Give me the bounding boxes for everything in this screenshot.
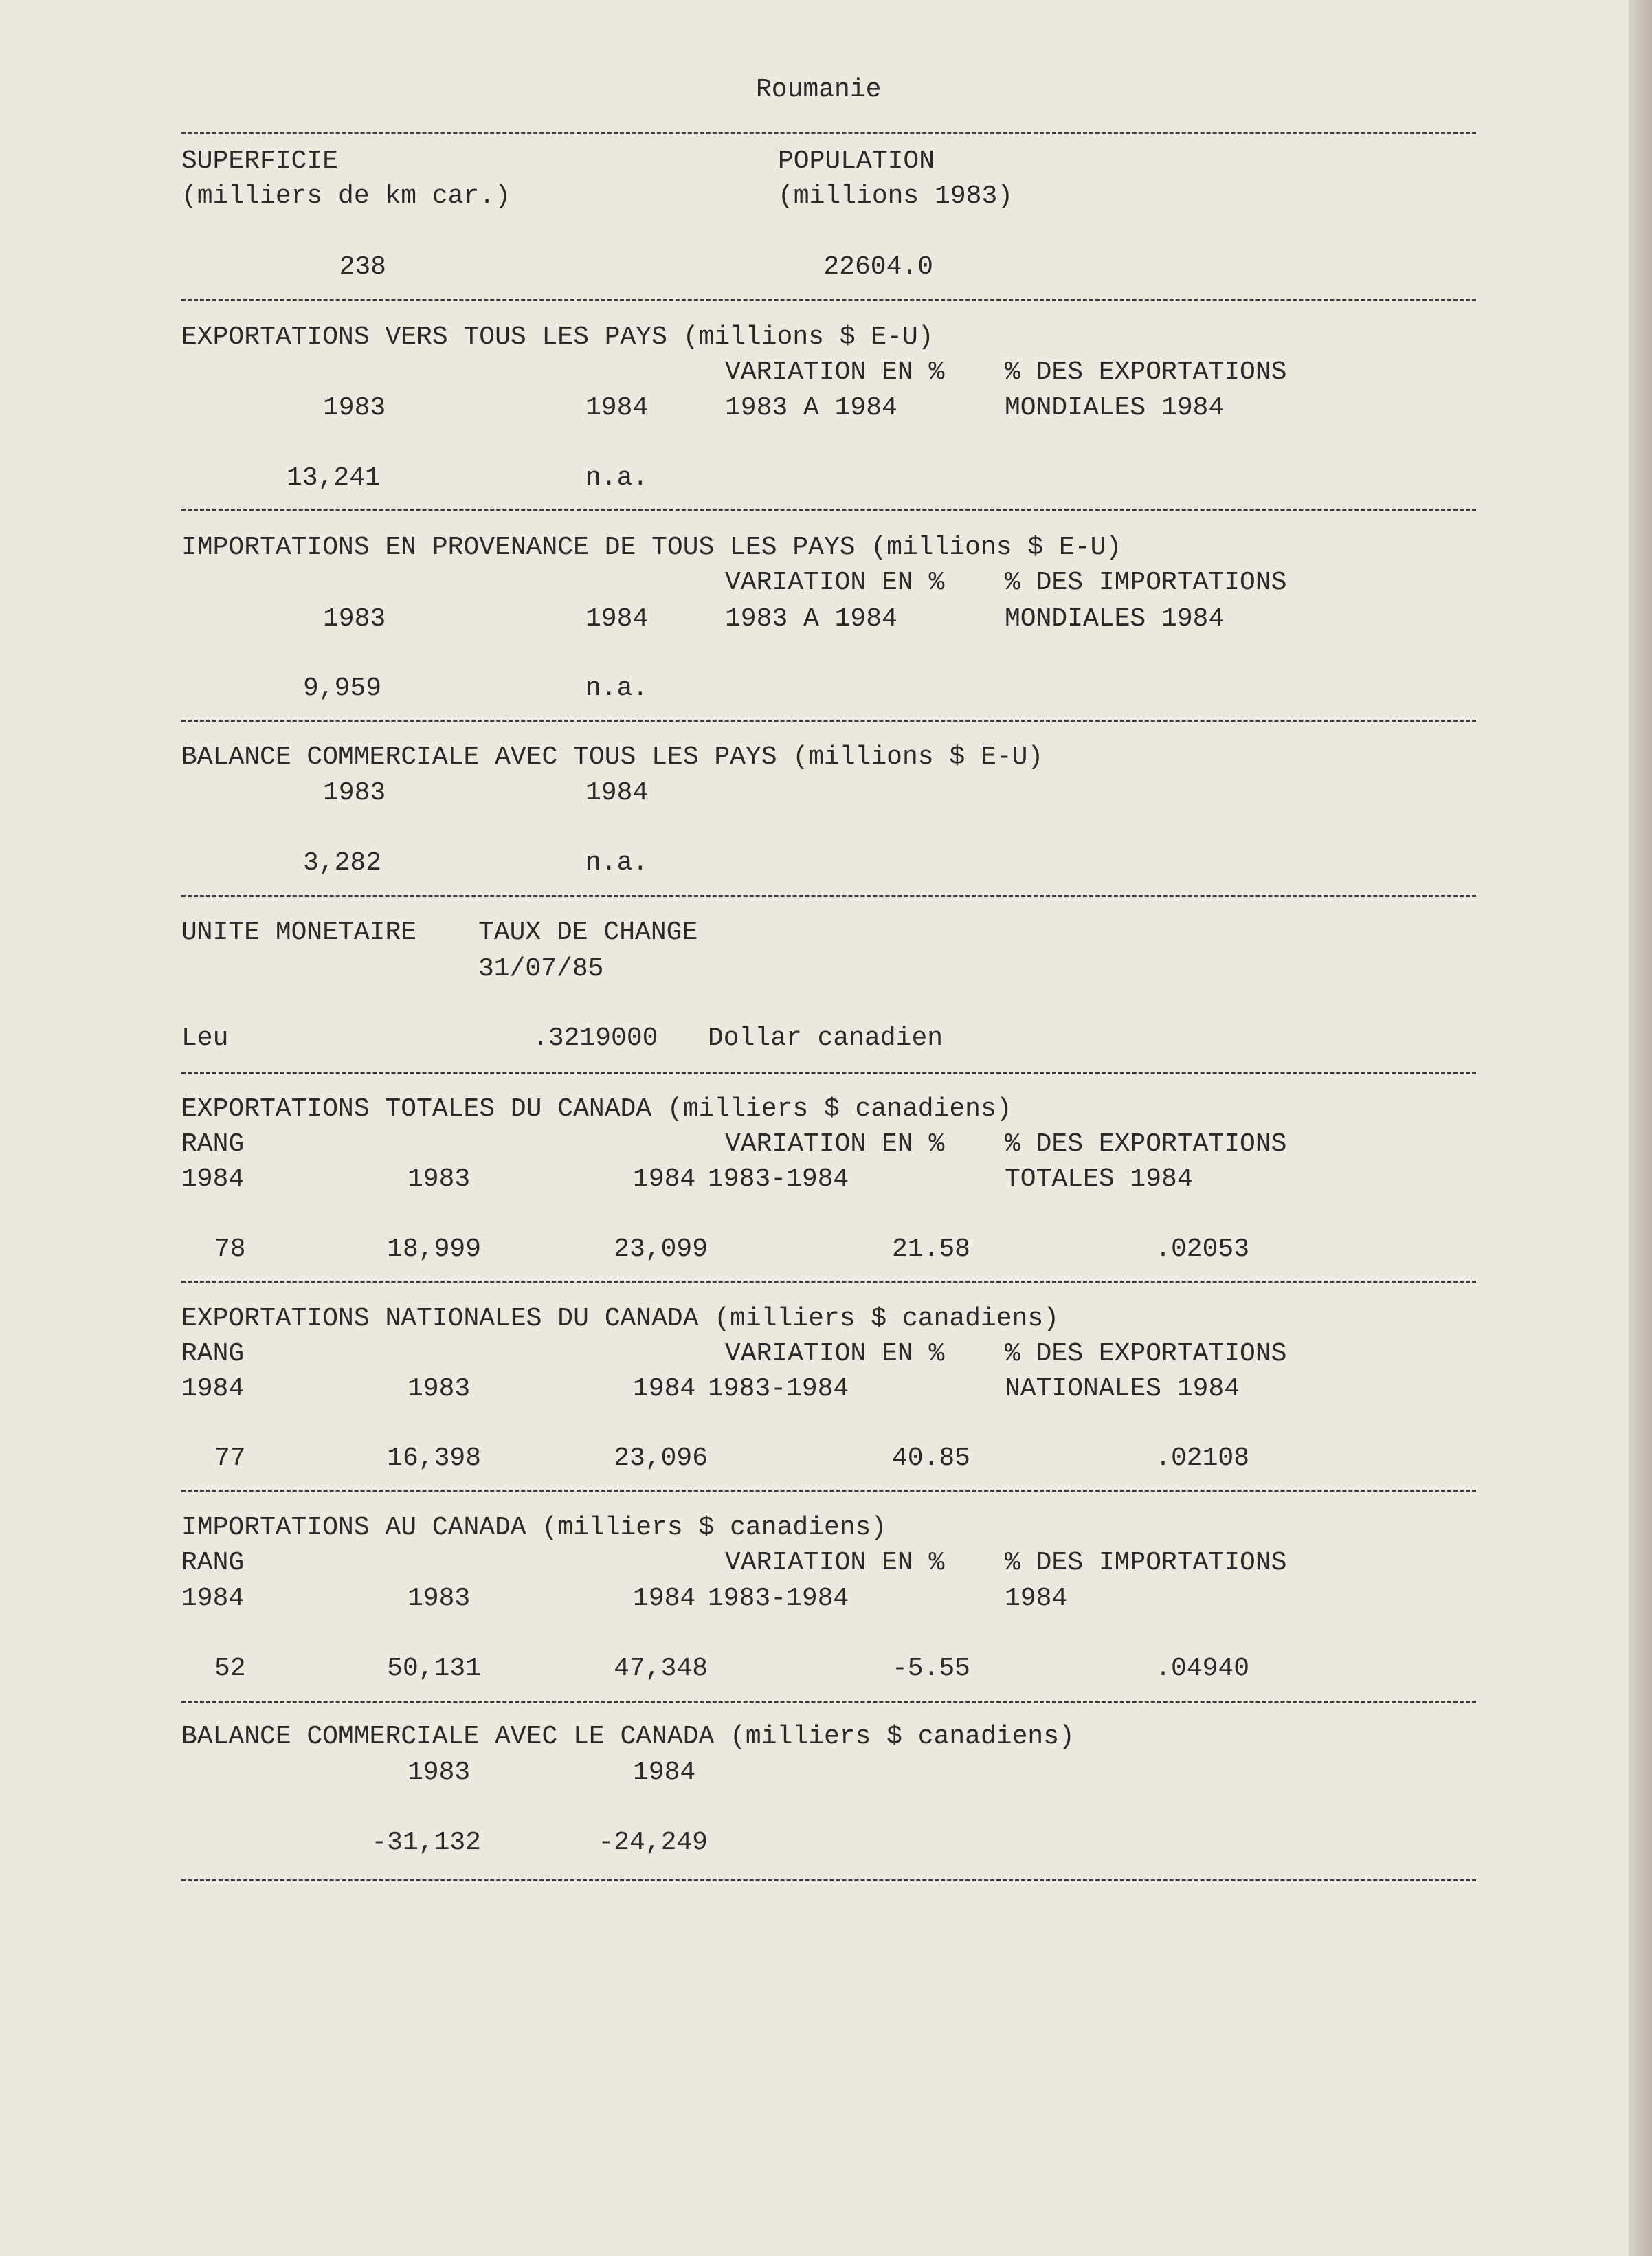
- world-balance-value-1983: 3,282: [303, 848, 382, 878]
- canada-total-exports-share: .02053: [1155, 1235, 1249, 1264]
- world-balance-title: BALANCE COMMERCIALE AVEC TOUS LES PAYS (millions $ E-U): [181, 742, 1044, 772]
- world-balance-year-1983: 1983: [323, 778, 386, 808]
- canada-domestic-exports-year-1984: 1984: [633, 1374, 696, 1404]
- country-title: Roumanie: [756, 75, 882, 104]
- world-imports-share-header: % DES IMPORTATIONS: [1005, 568, 1287, 597]
- canada-imports-share-sub: 1984: [1005, 1584, 1068, 1613]
- divider: [181, 132, 1476, 134]
- world-exports-share-sub: MONDIALES 1984: [1005, 393, 1225, 423]
- canada-balance-value-1983: -31,132: [371, 1828, 481, 1857]
- canada-domestic-exports-value-1983: 16,398: [387, 1444, 481, 1473]
- divider: [181, 509, 1476, 511]
- canada-domestic-exports-title: EXPORTATIONS NATIONALES DU CANADA (milliers $ canadiens): [181, 1304, 1060, 1334]
- canada-domestic-exports-period: 1983-1984: [708, 1374, 849, 1404]
- world-exports-year-1984: 1984: [585, 393, 649, 423]
- canada-imports-value-1984: 47,348: [614, 1654, 708, 1683]
- population-value: 22604.0: [823, 252, 933, 282]
- divider: [181, 720, 1476, 722]
- world-exports-variation-header: VARIATION EN %: [725, 357, 945, 387]
- canada-total-exports-rank: 78: [214, 1235, 246, 1264]
- canada-imports-year-1984: 1984: [633, 1584, 696, 1613]
- canada-imports-variation-header: VARIATION EN %: [725, 1548, 945, 1578]
- canada-domestic-exports-rank-year: 1984: [181, 1374, 245, 1404]
- exchange-rate-label: TAUX DE CHANGE: [478, 918, 698, 947]
- world-imports-period: 1983 A 1984: [725, 604, 897, 634]
- canada-imports-variation: -5.55: [891, 1654, 970, 1683]
- canada-domestic-exports-year-1983: 1983: [408, 1374, 471, 1404]
- canada-imports-title: IMPORTATIONS AU CANADA (milliers $ canadiens): [181, 1513, 887, 1542]
- canada-imports-value-1983: 50,131: [387, 1654, 481, 1683]
- canada-total-exports-value-1983: 18,999: [387, 1235, 481, 1264]
- world-imports-variation-header: VARIATION EN %: [725, 568, 945, 597]
- canada-domestic-exports-share-header: % DES EXPORTATIONS: [1005, 1339, 1287, 1369]
- canada-total-exports-share-header: % DES EXPORTATIONS: [1005, 1129, 1287, 1159]
- canada-imports-share: .04940: [1155, 1654, 1249, 1683]
- divider: [181, 1879, 1476, 1881]
- world-balance-year-1984: 1984: [585, 778, 649, 808]
- canada-total-exports-year-1984: 1984: [633, 1164, 696, 1194]
- canada-balance-value-1984: -24,249: [598, 1828, 708, 1857]
- world-imports-value-1984: n.a.: [585, 674, 649, 703]
- canada-domestic-exports-share: .02108: [1155, 1444, 1249, 1473]
- world-exports-share-header: % DES EXPORTATIONS: [1005, 357, 1287, 387]
- canada-total-exports-share-sub: TOTALES 1984: [1005, 1164, 1193, 1194]
- population-unit: (millions 1983): [778, 181, 1014, 211]
- world-exports-title: EXPORTATIONS VERS TOUS LES PAYS (millions $ E-U): [181, 322, 934, 352]
- canada-imports-share-header: % DES IMPORTATIONS: [1005, 1548, 1287, 1578]
- divider: [181, 895, 1476, 897]
- world-imports-year-1983: 1983: [323, 604, 386, 634]
- divider: [181, 1072, 1476, 1074]
- canada-total-exports-title: EXPORTATIONS TOTALES DU CANADA (milliers $ canadiens): [181, 1094, 1012, 1124]
- page-edge: [1629, 0, 1652, 2256]
- world-exports-period: 1983 A 1984: [725, 393, 897, 423]
- world-balance-value-1984: n.a.: [585, 848, 649, 878]
- area-unit: (milliers de km car.): [181, 181, 511, 211]
- canada-imports-rank: 52: [214, 1654, 246, 1683]
- canada-imports-rank-label: RANG: [181, 1548, 245, 1578]
- area-label: SUPERFICIE: [181, 146, 339, 176]
- canada-domestic-exports-rank: 77: [214, 1444, 246, 1473]
- canada-domestic-exports-value-1984: 23,096: [614, 1444, 708, 1473]
- world-exports-value-1983: 13,241: [287, 463, 381, 493]
- canada-total-exports-variation: 21.58: [891, 1235, 970, 1264]
- canada-balance-title: BALANCE COMMERCIALE AVEC LE CANADA (milliers $ canadiens): [181, 1722, 1075, 1751]
- canada-domestic-exports-rank-label: RANG: [181, 1339, 245, 1369]
- canada-domestic-exports-variation-header: VARIATION EN %: [725, 1339, 945, 1369]
- area-value: 238: [339, 252, 386, 282]
- canada-total-exports-rank-label: RANG: [181, 1129, 245, 1159]
- currency-unit-label: UNITE MONETAIRE: [181, 918, 417, 947]
- canada-total-exports-variation-header: VARIATION EN %: [725, 1129, 945, 1159]
- population-label: POPULATION: [778, 146, 935, 176]
- exchange-rate-date: 31/07/85: [478, 954, 604, 984]
- world-imports-title: IMPORTATIONS EN PROVENANCE DE TOUS LES PAYS (millions $ E-U): [181, 533, 1122, 562]
- canada-balance-year-1983: 1983: [408, 1758, 471, 1787]
- divider: [181, 299, 1476, 301]
- exchange-rate-value: .3219000: [533, 1024, 658, 1053]
- canada-domestic-exports-share-sub: NATIONALES 1984: [1005, 1374, 1240, 1404]
- divider: [181, 1281, 1476, 1283]
- canada-domestic-exports-variation: 40.85: [891, 1444, 970, 1473]
- exchange-rate-currency: Dollar canadien: [708, 1024, 944, 1053]
- canada-total-exports-rank-year: 1984: [181, 1164, 245, 1194]
- divider: [181, 1701, 1476, 1703]
- world-exports-year-1983: 1983: [323, 393, 386, 423]
- canada-imports-year-1983: 1983: [408, 1584, 471, 1613]
- world-exports-value-1984: n.a.: [585, 463, 649, 493]
- canada-imports-period: 1983-1984: [708, 1584, 849, 1613]
- world-imports-share-sub: MONDIALES 1984: [1005, 604, 1225, 634]
- canada-imports-rank-year: 1984: [181, 1584, 245, 1613]
- divider: [181, 1490, 1476, 1492]
- canada-balance-year-1984: 1984: [633, 1758, 696, 1787]
- world-imports-year-1984: 1984: [585, 604, 649, 634]
- world-imports-value-1983: 9,959: [303, 674, 382, 703]
- canada-total-exports-value-1984: 23,099: [614, 1235, 708, 1264]
- canada-total-exports-period: 1983-1984: [708, 1164, 849, 1194]
- canada-total-exports-year-1983: 1983: [408, 1164, 471, 1194]
- currency-unit: Leu: [181, 1024, 229, 1053]
